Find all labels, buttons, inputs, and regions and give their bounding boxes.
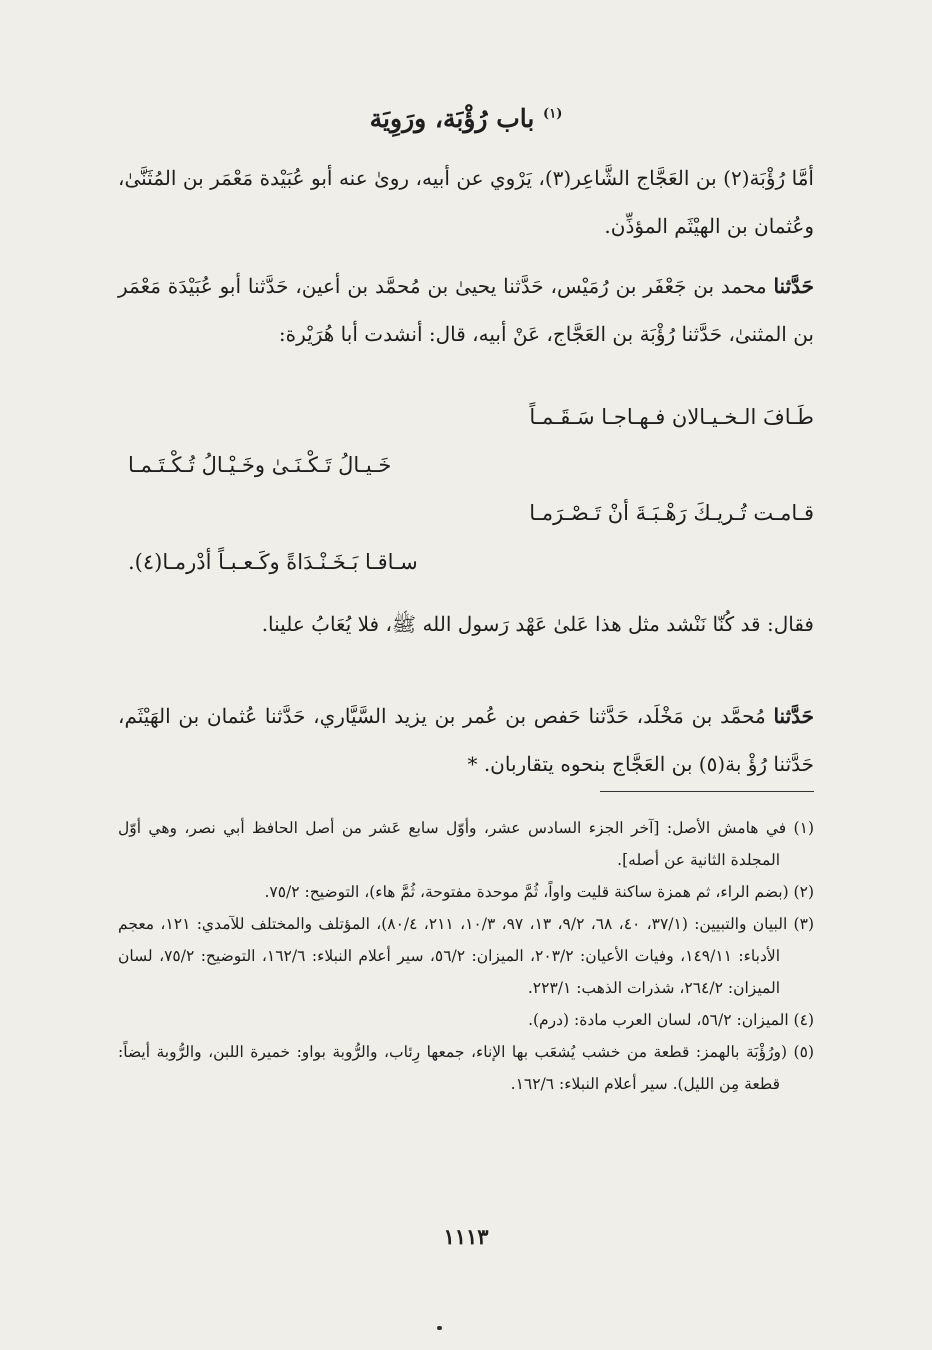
second-isnad-paragraph: [118, 692, 814, 788]
footnote-3: (٣) البيان والتبيين: (٣٧/١، ٤٠، ٦٨، ٩/٢، ١٣، ٩٧، ١٠/٣، ٢١١، ٨٠/٤)، المؤتلف والمختلف للآمدي: ١٢١، معجم الأدباء: ١٤٩/١١، وفيات الأعيان: ٢٠٣/٢، الميزان: ٥٦/٢، سير أعلام النبلاء: ١٦٢/٦، التوضيح: ٧٥/٢، لسان الميزان: ٢٦٤/٢، شذرات الذهب: ٢٢٣/١.: [118, 915, 814, 997]
footnote-4: (٤) الميزان: ٥٦/٢، لسان العرب مادة: (درم).: [528, 1011, 814, 1029]
second-isnad-text: مُحمَّد بن مَخْلَد، حَدَّثنا حَفص بن عُمر بن يزيد السَّيَّاري، حَدَّثنا عُثمان بن الهَيْثَم، حَدَّثنا رُؤْ بة(٥) بن العَجَّاج بنحوه يتقاربان. *: [118, 704, 814, 776]
second-isnad-lead-word: حَدَّثنا: [773, 704, 814, 728]
verse-line-2: خَـيـالُ تَـكْـنَـىٰ وخَـيْـالُ تُـكْـتَـمـا: [128, 453, 392, 477]
intro-paragraph: أمَّا رُؤْبَة(٢) بن العَجَّاج الشَّاعِر(٣)، يَرْوي عن أبيه، روىٰ عنه أبو عُبَيْدة مَعْمَر بن المُثَنَّىٰ، وعُثمان بن الهيْثَم المؤذِّن.: [118, 166, 814, 238]
verse-line-3: قـامـت تُـريـكَ رَهْـبَـةَ أنْ تَـصْـرَمـا: [529, 501, 814, 525]
title-footnote-marker: (١): [543, 106, 563, 122]
verse-line-1: طَـافَ الـخـيـالان فـهـاجـا سَـقَـمـاً: [529, 405, 814, 429]
comment-paragraph: فقال: قد كُنّا نَنْشد مثل هذا عَلىٰ عَهْد رَسول الله ﷺ، فلا يُعَابُ علينا.: [261, 612, 814, 636]
footnote-1: (١) في هامش الأصل: [آخر الجزء السادس عشر، وأوّل سابع عَشر من أصل الحافظ أبي نصر، وهي أوّل المجلدة الثانية عن أصله].: [118, 819, 814, 869]
footnote-5: (٥) (ورُؤْبَة بالهمز: قطعة من خشب يُشعَب بها الإناء، جمعها رِئاب، والرُّوبة بواو: خميرة اللبن، والرُّوبة أيضاً: قطعة مِن الليل). سير أعلام النبلاء: ١٦٢/٦.: [118, 1043, 814, 1093]
chapter-title: [0, 104, 932, 133]
footnotes: [118, 812, 814, 1100]
print-speck: [437, 1326, 442, 1330]
isnad-paragraph: [118, 262, 814, 358]
footnote-2: (٢) (بضم الراء، ثم همزة ساكنة قليت واواً، ثُمَّ موحدة مفتوحة، ثُمَّ هاء)، التوضيح: ٧٥/٢.: [264, 883, 814, 901]
title-text: باب رُؤْبَة، ورَوِيَة: [369, 104, 535, 133]
verse-line-4: سـاقـا بَـخَـنْـدَاةً وكَـعـبـاً أدْرمـا(٤).: [128, 550, 418, 574]
page-number: ١١١٣: [443, 1224, 489, 1249]
isnad-lead-word: حَدَّثنا: [773, 274, 814, 298]
footnote-separator: [600, 791, 814, 792]
isnad-text: محمد بن جَعْفَر بن رُمَيْس، حَدَّثنا يحيىٰ بن مُحمَّد بن أعين، حَدَّثنا أبو عُبَيْدَة مَعْمَر بن المثنىٰ، حَدَّثنا رُؤْبَة بن العَجَّاج، عَنْ أبيه، قال: أنشدت أبا هُرَيْرة:: [118, 274, 814, 346]
